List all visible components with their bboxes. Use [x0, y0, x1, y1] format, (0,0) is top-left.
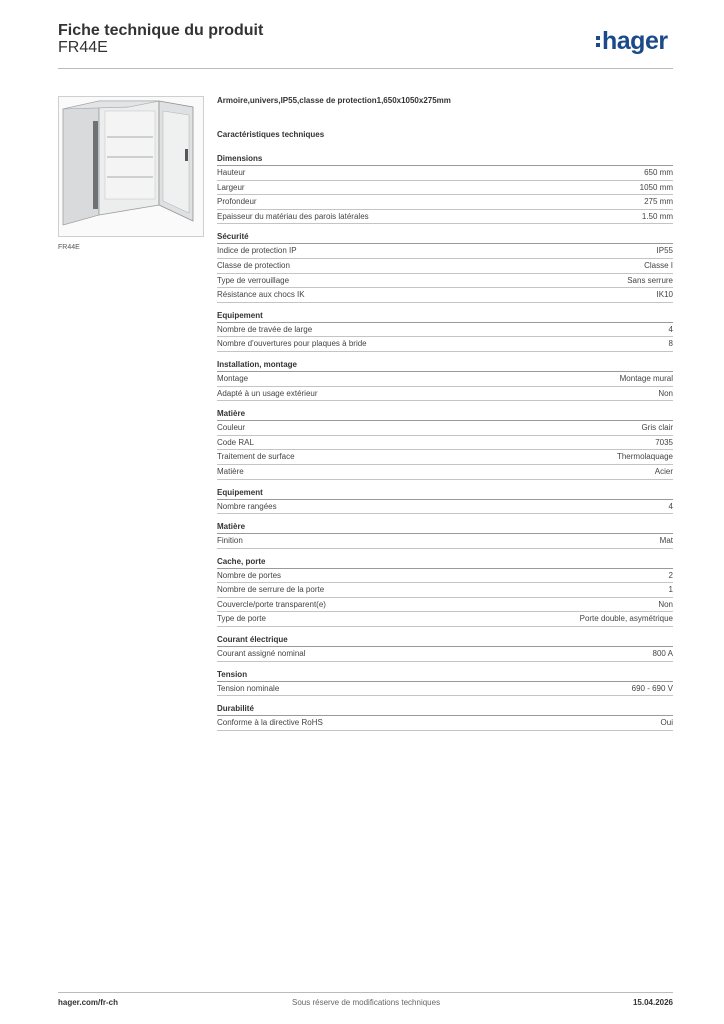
- spec-label: Traitement de surface: [217, 452, 295, 462]
- spec-value: IP55: [656, 246, 673, 256]
- spec-value: Sans serrure: [627, 275, 673, 285]
- spec-row: [217, 612, 673, 627]
- spec-row: [217, 534, 673, 549]
- spec-value: 690 - 690 V: [631, 683, 673, 693]
- spec-row: [217, 583, 673, 598]
- spec-row: [217, 682, 673, 697]
- spec-value: 650 mm: [644, 168, 673, 177]
- spec-value: 1050 mm: [639, 182, 673, 192]
- spec-row: [217, 166, 673, 181]
- spec-group-title: Matière: [217, 408, 673, 421]
- spec-group-title: Installation, montage: [217, 359, 673, 372]
- spec-value: Thermolaquage: [616, 452, 673, 462]
- spec-row: [217, 181, 673, 196]
- spec-group-title: Matière: [217, 521, 673, 534]
- spec-label: Montage: [217, 373, 249, 383]
- spec-value: 275 mm: [644, 197, 673, 207]
- spec-row: [217, 323, 673, 338]
- hager-logo: [596, 26, 668, 56]
- spec-group: [217, 669, 673, 697]
- spec-value: 1.50 mm: [641, 211, 673, 221]
- spec-group: [217, 634, 673, 662]
- footer-date: 15.04.2026: [632, 998, 673, 1007]
- product-image: [58, 96, 204, 237]
- spec-label: Largeur: [217, 182, 245, 192]
- spec-value: Gris clair: [641, 423, 673, 433]
- spec-label: Profondeur: [217, 197, 257, 207]
- spec-row: [217, 372, 673, 387]
- spec-row: [217, 195, 673, 210]
- spec-row: [217, 387, 673, 402]
- spec-value: Non: [658, 388, 673, 398]
- spec-group: [217, 703, 673, 731]
- spec-group-title: Cache, porte: [217, 556, 673, 569]
- spec-label: Nombre de travée de large: [217, 324, 313, 334]
- spec-row: [217, 569, 673, 584]
- page-title: Fiche technique du produit: [58, 22, 264, 39]
- spec-label: Résistance aux chocs IK: [217, 290, 305, 300]
- spec-label: Couvercle/porte transparent(e): [217, 599, 326, 609]
- spec-row: [217, 337, 673, 352]
- spec-label: Hauteur: [217, 168, 246, 177]
- spec-label: Courant assigné nominal: [217, 649, 306, 659]
- spec-row: [217, 436, 673, 451]
- spec-label: Type de verrouillage: [217, 275, 290, 285]
- spec-value: Montage mural: [619, 373, 673, 383]
- spec-group: [217, 487, 673, 515]
- spec-value: 4: [668, 324, 673, 334]
- spec-group: [217, 310, 673, 352]
- header-divider: [58, 68, 673, 69]
- spec-row: [217, 647, 673, 662]
- spec-label: Couleur: [217, 423, 246, 433]
- spec-group: [217, 153, 673, 224]
- spec-content: [217, 96, 673, 738]
- spec-groups: [217, 153, 673, 731]
- spec-row: [217, 288, 673, 303]
- spec-row: [217, 598, 673, 613]
- spec-value: 4: [668, 501, 673, 511]
- spec-label: Epaisseur du matériau des parois latérales: [217, 211, 369, 221]
- spec-row: [217, 274, 673, 289]
- spec-row: [217, 421, 673, 436]
- spec-group-title: Sécurité: [217, 231, 673, 244]
- product-description: Armoire,univers,IP55,classe de protection1,650x1050x275mm: [217, 96, 451, 105]
- spec-value: 7035: [655, 437, 673, 447]
- logo-dots-icon: [596, 36, 600, 47]
- spec-group-title: Courant électrique: [217, 634, 673, 647]
- spec-row: [217, 210, 673, 225]
- spec-label: Finition: [217, 536, 243, 546]
- spec-group-title: Durabilité: [217, 703, 673, 716]
- spec-label: Adapté à un usage extérieur: [217, 388, 318, 398]
- spec-group: [217, 521, 673, 549]
- spec-label: Tension nominale: [217, 683, 280, 693]
- spec-label: Classe de protection: [217, 260, 290, 270]
- footer-divider: [58, 992, 673, 993]
- spec-row: [217, 500, 673, 515]
- spec-row: [217, 244, 673, 259]
- spec-label: Nombre de serrure de la porte: [217, 585, 325, 595]
- product-code: FR44E: [58, 39, 108, 56]
- footer-url[interactable]: hager.com/fr-ch: [58, 998, 119, 1007]
- spec-row: [217, 716, 673, 731]
- spec-row: [217, 450, 673, 465]
- spec-value: Mat: [659, 536, 673, 546]
- spec-value: 800 A: [652, 649, 673, 659]
- spec-group: [217, 231, 673, 302]
- spec-group-title: Dimensions: [217, 153, 673, 166]
- spec-value: Non: [658, 599, 673, 609]
- footer-notice: Sous réserve de modifications techniques: [292, 998, 441, 1007]
- spec-value: Classe I: [644, 260, 673, 270]
- spec-value: 8: [668, 339, 673, 349]
- spec-label: Indice de protection IP: [217, 246, 297, 256]
- spec-row: [217, 259, 673, 274]
- spec-group-title: Tension: [217, 669, 673, 682]
- spec-value: Acier: [654, 466, 673, 476]
- spec-group: [217, 556, 673, 627]
- spec-label: Nombre de portes: [217, 570, 282, 580]
- image-caption: FR44E: [58, 244, 80, 251]
- spec-label: Nombre d'ouvertures pour plaques à bride: [217, 339, 367, 349]
- spec-label: Code RAL: [217, 437, 254, 447]
- spec-label: Nombre rangées: [217, 501, 277, 511]
- spec-group-title: Equipement: [217, 310, 673, 323]
- enclosure-illustration: [59, 97, 203, 236]
- section-title: Caractéristiques techniques: [217, 130, 325, 139]
- spec-label: Type de porte: [217, 614, 266, 624]
- spec-row: [217, 465, 673, 480]
- spec-group: [217, 359, 673, 401]
- spec-value: Porte double, asymétrique: [579, 614, 673, 624]
- spec-value: Oui: [660, 718, 673, 728]
- spec-group: [217, 408, 673, 479]
- spec-value: 1: [668, 585, 673, 595]
- spec-value: IK10: [656, 290, 673, 300]
- spec-group-title: Equipement: [217, 487, 673, 500]
- spec-label: Matière: [217, 466, 244, 476]
- spec-value: 2: [668, 570, 673, 580]
- logo-text: hager: [602, 27, 668, 55]
- spec-label: Conforme à la directive RoHS: [217, 718, 323, 728]
